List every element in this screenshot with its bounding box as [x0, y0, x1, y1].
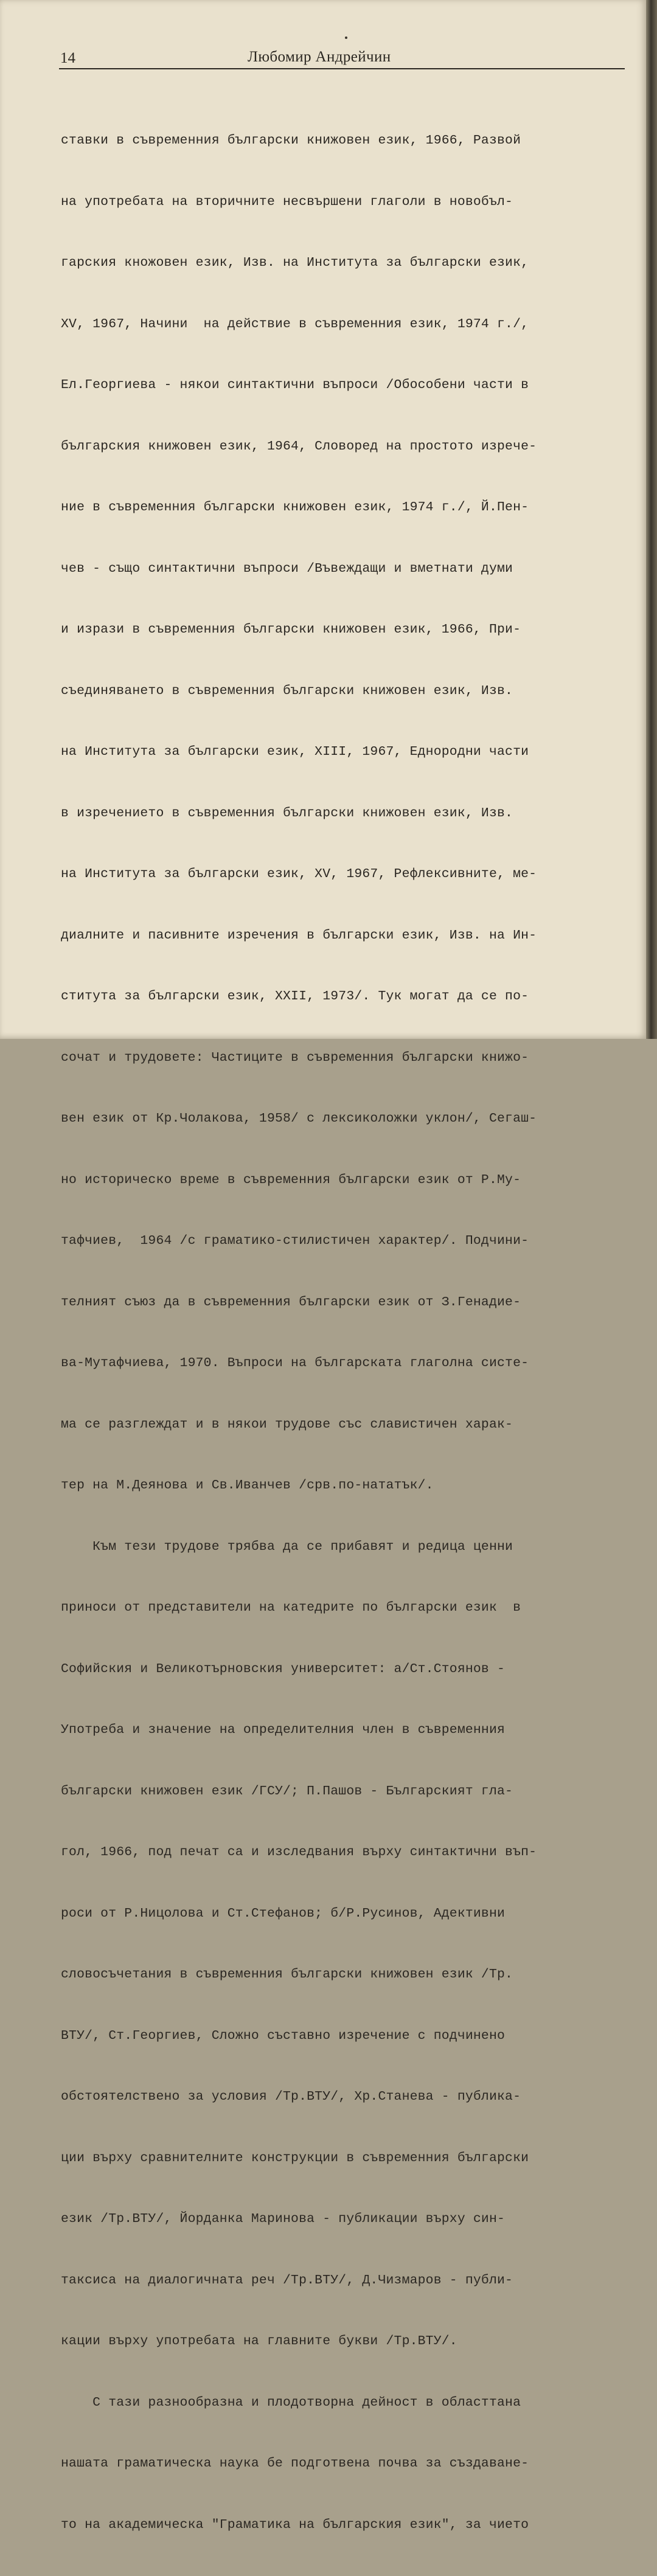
- text-line: Употреба и значение на определителния член в съвременния: [61, 1723, 506, 1737]
- text-line: С тази разнообразна и плодотворна дейност в областтана: [61, 2395, 521, 2410]
- text-line: роси от Р.Ницолова и Ст.Стефанов; б/Р.Русинов, Адективни: [61, 1906, 506, 1921]
- text-line: български книжовен език /ГСУ/; П.Пашов - Българският гла-: [61, 1783, 513, 1799]
- text-line: ститута за български език, XXII, 1973/. Тук могат да се по-: [61, 989, 529, 1004]
- body-text: [61, 90, 627, 2576]
- text-line: XV, 1967, Начини на действие в съвременния език, 1974 г./,: [61, 316, 529, 332]
- text-line: чев - също синтактични въпроси /Въвеждащи и вметнати думи: [61, 561, 513, 576]
- text-line: съединяването в съвременния български книжовен език, Изв.: [61, 683, 513, 698]
- text-line: Софийския и Великотърновския университет: а/Ст.Стоянов -: [61, 1661, 506, 1676]
- text-line: то на академическа "Граматика на българския език", за чието: [61, 2517, 529, 2532]
- text-line: на употребата на вторичните несвършени глаголи в новобъл-: [61, 194, 513, 209]
- text-line: таксиса на диалогичната реч /Тр.ВТУ/, Д.Чизмаров - публи-: [61, 2272, 513, 2288]
- text-line: ма се разглеждат и в някои трудове със славистичен харак-: [61, 1417, 513, 1432]
- text-line: телният съюз да в съвременния български език от З.Генадие-: [61, 1294, 521, 1310]
- text-line: език /Тр.ВТУ/, Йорданка Маринова - публикации върху син-: [61, 2212, 506, 2226]
- page-number: 14: [60, 50, 75, 66]
- text-line: гол, 1966, под печат са и изследвания върху синтактични въп-: [61, 1845, 537, 1859]
- text-line: и изрази в съвременния български книжовен език, 1966, При-: [61, 622, 521, 637]
- text-line: словосъчетания в съвременния български книжовен език /Тр.: [61, 1967, 513, 1982]
- text-line: ставки в съвременния български книжовен език, 1966, Развой: [61, 133, 521, 148]
- running-head: Любомир Андрейчин: [248, 49, 391, 65]
- text-line: диалните и пасивните изречения в български език, Изв. на Ин-: [61, 928, 537, 943]
- text-line: тер на М.Деянова и Св.Иванчев /срв.по-нататък/.: [61, 1478, 434, 1493]
- text-line: обстоятелствено за условия /Тр.ВТУ/, Хр.Станева - публика-: [61, 2089, 521, 2104]
- page-header: [59, 49, 625, 69]
- ink-speck: [345, 36, 347, 39]
- text-line: на Института за български език, XIII, 1967, Еднородни части: [61, 745, 529, 759]
- text-line: Към тези трудове трябва да се прибавят и редица ценни: [61, 1539, 513, 1554]
- book-spine-edge: [646, 0, 657, 1039]
- text-line: но историческо време в съвременния български език от Р.Му-: [61, 1172, 521, 1187]
- text-line: българския книжовен език, 1964, Словоред на простото изрече-: [61, 439, 537, 454]
- text-line: приноси от представители на катедрите по български език в: [61, 1600, 521, 1615]
- text-line: нашата граматическа наука бе подготвена почва за създаване-: [61, 2456, 529, 2471]
- text-line: ции върху сравнителните конструкции в съвременния български: [61, 2150, 529, 2165]
- text-line: кации върху употребата на главните букви /Тр.ВТУ/.: [61, 2334, 457, 2349]
- text-line: ние в съвременния български книжовен език, 1974 г./, Й.Пен-: [61, 500, 529, 515]
- text-line: ва-Мутафчиева, 1970. Въпроси на българската глаголна систе-: [61, 1356, 529, 1370]
- text-line: Ел.Георгиева - някои синтактични въпроси /Обособени части в: [61, 378, 529, 392]
- text-line: ВТУ/, Ст.Георгиев, Сложно съставно изречение с подчинено: [61, 2028, 506, 2043]
- text-line: сочат и трудовете: Частиците в съвременния български книжо-: [61, 1050, 529, 1065]
- text-line: в изречението в съвременния български книжовен език, Изв.: [61, 805, 513, 821]
- text-line: гарския кножовен език, Изв. на Института за български език,: [61, 255, 529, 270]
- text-line: вен език от Кр.Чолакова, 1958/ с лексиколожки уклон/, Сегаш-: [61, 1111, 537, 1126]
- text-line: на Института за български език, XV, 1967, Рефлексивните, ме-: [61, 867, 537, 881]
- text-line: тафчиев, 1964 /с граматико-стилистичен характер/. Подчини-: [61, 1234, 529, 1248]
